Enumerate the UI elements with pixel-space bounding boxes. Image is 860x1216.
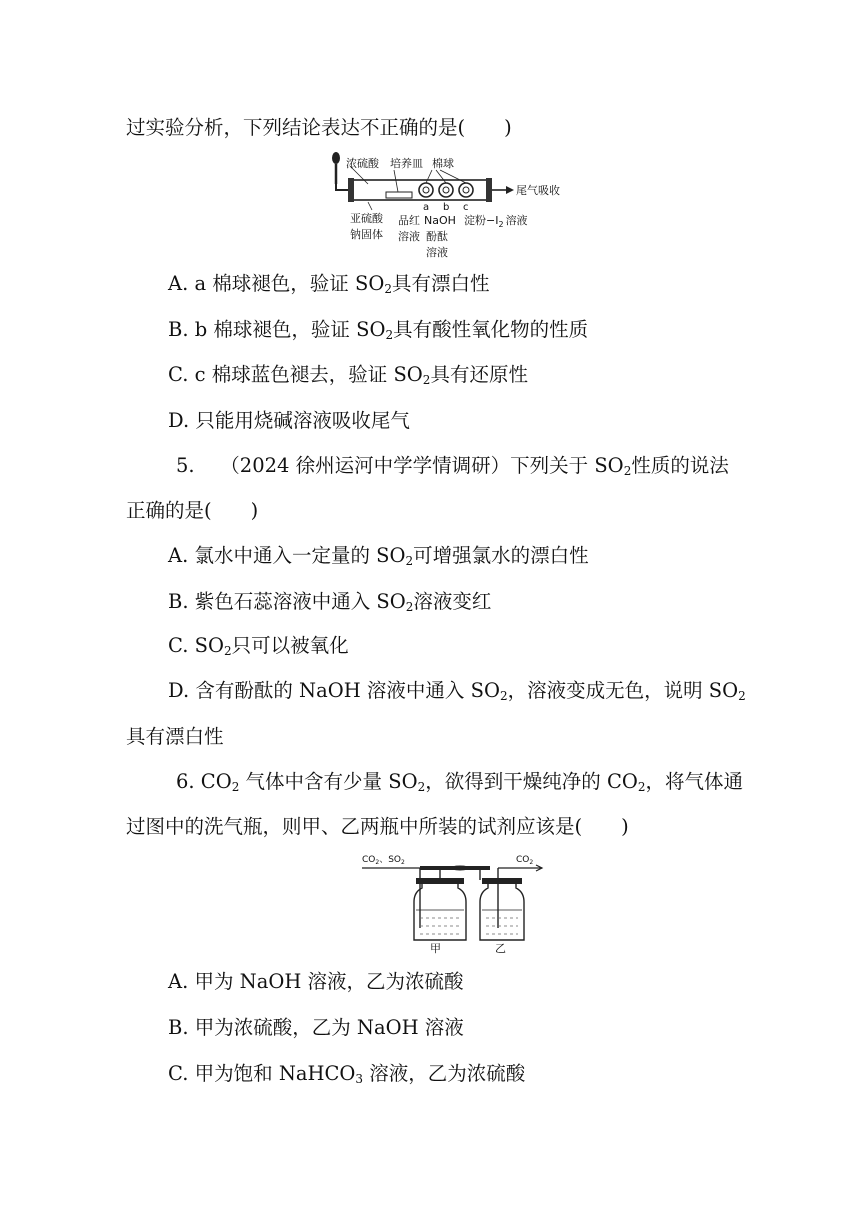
label-a: a (423, 202, 430, 213)
inlet-label: $CO_2$、$SO_2$ (362, 855, 405, 866)
question-4-stem-end: 过实验分析，下列结论表达不正确的是( ) (126, 116, 512, 139)
label-sulfite-1: 亚硫酸 (350, 212, 383, 225)
label-c: c (463, 202, 469, 213)
bottle-2-label: 乙 (495, 942, 506, 955)
q6-option-c: C. 甲为饱和 NaHCO$_3$ 溶液，乙为浓硫酸 (168, 1062, 526, 1086)
label-starch: 淀粉$-I_2$ 溶液 (464, 214, 528, 229)
q5-option-b: B. 紫色石蕊溶液中通入 $SO_2$溶液变红 (168, 590, 492, 614)
label-sulfite-2: 钠固体 (350, 228, 383, 241)
q5-option-a: A. 氯水中通入一定量的 $SO_2$可增强氯水的漂白性 (168, 544, 589, 568)
q5-stem-line1: 5. （2024 徐州运河中学学情调研）下列关于 $SO_2$性质的说法 (176, 454, 729, 478)
dropper-bulb (332, 152, 340, 164)
gas-washing-bottles-figure (360, 848, 550, 956)
q5-option-d-line1: D. 含有酚酞的 NaOH 溶液中通入 $SO_2$，溶液变成无色，说明 $SO_2$ (168, 679, 746, 703)
label-naoh-3: 溶液 (426, 246, 448, 259)
label-naoh-1: NaOH (424, 214, 456, 227)
q4-option-d: D. 只能用烧碱溶液吸收尾气 (168, 409, 410, 432)
label-tail-gas: 尾气吸收 (516, 184, 560, 197)
q5-option-d-line2: 具有漂白性 (126, 725, 224, 748)
cotton-ball-b (439, 183, 453, 197)
bottle-2 (480, 882, 524, 940)
q4-option-c: C. c 棉球蓝色褪去，验证 $SO_2$具有还原性 (168, 363, 528, 387)
label-pinhong-1: 品红 (398, 214, 420, 227)
outlet-label: $CO_2$ (516, 855, 534, 866)
bottle-1 (414, 882, 466, 940)
label-b: b (443, 202, 450, 213)
so2-apparatus-figure (328, 148, 578, 262)
q6-option-b: B. 甲为浓硫酸，乙为 NaOH 溶液 (168, 1016, 464, 1039)
q4-option-b: B. b 棉球褪色，验证 $SO_2$具有酸性氧化物的性质 (168, 318, 589, 342)
petri-dish (386, 192, 412, 198)
cotton-ball-a (419, 183, 433, 197)
q6-stem-line2: 过图中的洗气瓶，则甲、乙两瓶中所装的试剂应该是( ) (126, 815, 629, 838)
q6-option-a: A. 甲为 NaOH 溶液，乙为浓硫酸 (168, 970, 464, 993)
q6-stem-line1: 6. $CO_2$ 气体中含有少量 $SO_2$，欲得到干燥纯净的 $CO_2$，将气体通 (176, 770, 744, 794)
label-cotton: 棉球 (432, 157, 454, 170)
label-pinhong-2: 溶液 (398, 230, 420, 243)
cotton-ball-c (459, 183, 473, 197)
label-naoh-2: 酚酞 (426, 230, 448, 243)
q4-option-a: A. a 棉球褪色，验证 $SO_2$具有漂白性 (168, 272, 490, 296)
q5-option-c: C. $SO_2$只可以被氧化 (168, 634, 349, 658)
q5-stem-line2: 正确的是( ) (126, 499, 259, 522)
label-dish: 培养皿 (390, 157, 423, 170)
label-conc-acid: 浓硫酸 (346, 157, 379, 170)
bottle-1-label: 甲 (430, 942, 441, 955)
